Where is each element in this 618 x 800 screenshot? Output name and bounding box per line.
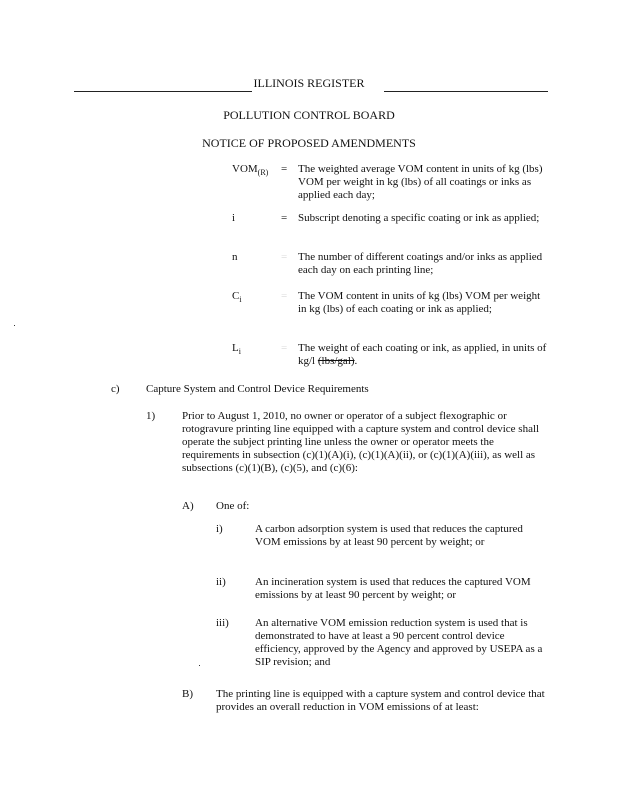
definition-text: The weighted average VOM content in units of kg (lbs) VOM per weight in kg (lbs) of all coatings or inks as applied each day; (298, 163, 543, 201)
section-c-title: Capture System and Control Device Requirements (146, 383, 369, 395)
subitem-text: An incineration system is used that reduces the captured VOM emissions by at least 90 percent by weight; or (255, 576, 531, 601)
subitem-text: A carbon adsorption system is used that reduces the captured VOM emissions by at least 90 percent by weight; or (255, 523, 523, 548)
struck-text: (lbs/gal) (317, 354, 355, 367)
definition-symbol: n (232, 251, 238, 263)
scan-speck (199, 665, 200, 666)
register-title: ILLINOIS REGISTER (253, 76, 365, 90)
equals-sign: = (281, 163, 288, 175)
item-a-label: A) (182, 500, 194, 512)
item-1-label: 1) (146, 410, 156, 422)
definition-symbol: $VOM_{(R)}$ (232, 163, 269, 178)
definition-text: The VOM content in units of kg (lbs) VOM per weight in kg (lbs) of each coating or ink as applied; (298, 290, 541, 315)
header-rule-left (74, 91, 252, 92)
definition-symbol: i (232, 212, 236, 224)
item-a-text: One of: (216, 500, 250, 512)
symbol-subscript: i (238, 347, 241, 357)
section-c-label: c) (111, 383, 120, 395)
equals-sign: = (281, 251, 288, 263)
subitem-label: ii) (216, 576, 226, 588)
item-1-text: Prior to August 1, 2010, no owner or operator of a subject flexographic or rotogravure printing line equipped with a capture system and control device shall operate the subject printing line unless the owner or operator meets the requirements in subsection (c)(1)(A)(i), (c)(1)(A)(ii), or (c)(1)(A)(iii), as well as subsections (c)(1)(B), (c)(5), and (c)(6): (182, 410, 540, 474)
definition-text: Subscript denoting a specific coating or ink as applied; (298, 212, 540, 224)
equals-sign: = (281, 290, 288, 302)
equals-sign: = (281, 342, 288, 354)
symbol-subscript: i (239, 295, 242, 305)
item-b-label: B) (182, 688, 193, 700)
definition-symbol: $L_i$ (232, 342, 241, 357)
subitem-label: i) (216, 523, 223, 535)
board-title: POLLUTION CONTROL BOARD (223, 108, 395, 122)
scan-speck (14, 325, 15, 326)
definition-text: The weight of each coating or ink, as applied, in units of kg/l (lbs/gal). (298, 342, 547, 367)
subitem-text: An alternative VOM emission reduction system is used that is demonstrated to have at least a 90 percent control device efficiency, approved by the Agency and approved by USEPA as a SIP revision; and (255, 617, 543, 668)
header-rule-right (384, 91, 548, 92)
definition-symbol: $C_i$ (232, 290, 242, 305)
notice-title: NOTICE OF PROPOSED AMENDMENTS (202, 136, 416, 150)
definition-text: The number of different coatings and/or inks as applied each day on each printing line; (298, 251, 543, 276)
item-b-text: The printing line is equipped with a capture system and control device that provides an overall reduction in VOM emissions of at least: (216, 688, 545, 713)
equals-sign: = (281, 212, 288, 224)
symbol-subscript: (R) (257, 168, 269, 178)
subitem-label: iii) (216, 617, 229, 629)
